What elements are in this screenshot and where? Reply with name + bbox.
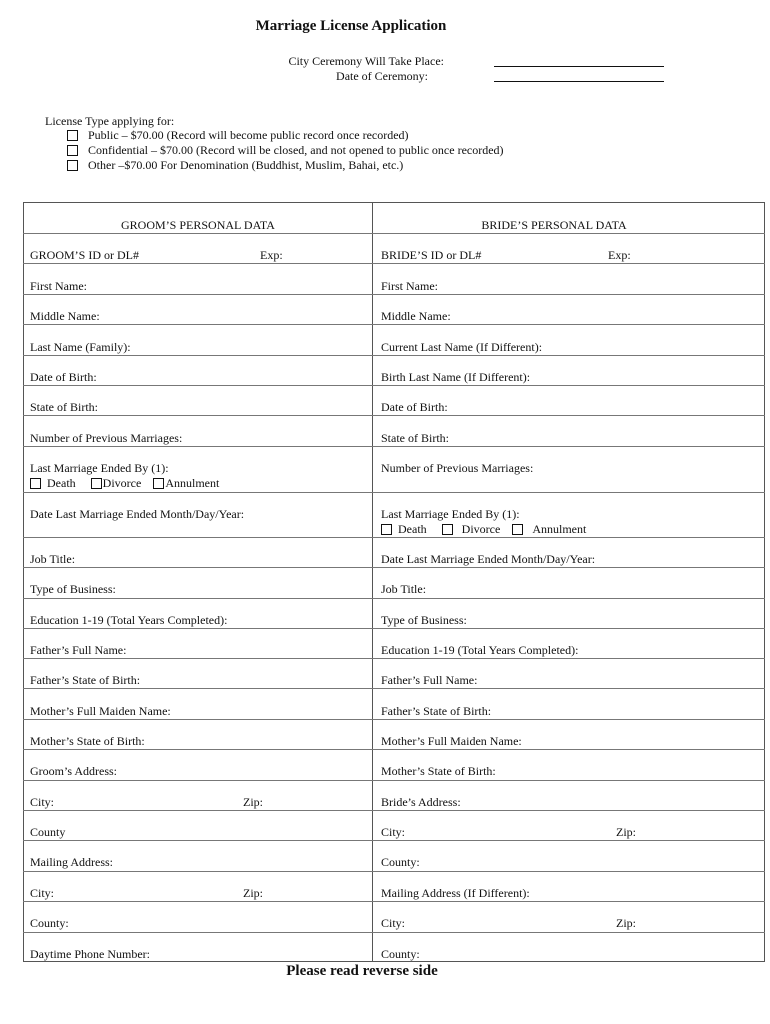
groom-father-name: Father’s Full Name: xyxy=(30,643,127,657)
ceremony-date-label: Date of Ceremony: xyxy=(336,69,428,83)
bride-mailing-city: City: xyxy=(381,916,406,930)
option-label: Annulment xyxy=(165,476,220,490)
row-divider xyxy=(23,688,765,689)
bride-middle-name: Middle Name: xyxy=(381,309,451,323)
bride-header: BRIDE’S PERSONAL DATA xyxy=(481,218,627,232)
bride-type-of-business: Type of Business: xyxy=(381,613,467,627)
groom-previous-marriages: Number of Previous Marriages: xyxy=(30,431,183,445)
bride-id-label: BRIDE’S ID or DL# xyxy=(381,248,482,262)
row-divider xyxy=(23,294,765,295)
checkbox-bride-divorce[interactable] xyxy=(442,524,453,535)
bride-county: County: xyxy=(381,855,420,869)
bride-state-of-birth: State of Birth: xyxy=(381,431,449,445)
checkbox-groom-divorce[interactable] xyxy=(91,478,102,489)
option-label: Divorce xyxy=(461,522,501,536)
license-option-label: Other –$70.00 For Denomination (Buddhist, Muslim, Bahai, etc.) xyxy=(88,158,404,172)
row-divider xyxy=(23,324,765,325)
groom-job-title: Job Title: xyxy=(30,552,76,566)
option-label: Death xyxy=(398,522,427,536)
checkbox-groom-annulment[interactable] xyxy=(153,478,164,489)
groom-state-of-birth: State of Birth: xyxy=(30,400,98,414)
groom-middle-name: Middle Name: xyxy=(30,309,100,323)
license-type-heading: License Type applying for: xyxy=(45,114,175,128)
groom-id-label: GROOM’S ID or DL# xyxy=(30,248,139,262)
groom-date-of-birth: Date of Birth: xyxy=(30,370,97,384)
row-divider xyxy=(23,749,765,750)
groom-father-state: Father’s State of Birth: xyxy=(30,673,141,687)
ceremony-city-field[interactable] xyxy=(494,66,664,67)
groom-mother-state: Mother’s State of Birth: xyxy=(30,734,145,748)
groom-header: GROOM’S PERSONAL DATA xyxy=(121,218,275,232)
row-divider xyxy=(23,780,765,781)
groom-first-name: First Name: xyxy=(30,279,87,293)
ceremony-date-field[interactable] xyxy=(494,81,664,82)
bride-city: City: xyxy=(381,825,406,839)
groom-education: Education 1-19 (Total Years Completed): xyxy=(30,613,228,627)
form-title: Marriage License Application xyxy=(255,18,447,34)
groom-last-name: Last Name (Family): xyxy=(30,340,131,354)
row-divider xyxy=(23,628,765,629)
row-divider xyxy=(23,233,765,234)
bride-date-of-birth: Date of Birth: xyxy=(381,400,448,414)
row-divider xyxy=(23,263,765,264)
groom-type-of-business: Type of Business: xyxy=(30,582,116,596)
bride-birth-last-name: Birth Last Name (If Different): xyxy=(381,370,531,384)
license-option-label: Public – $70.00 (Record will become public record once recorded) xyxy=(88,128,409,142)
license-option-public[interactable] xyxy=(67,128,409,143)
row-divider xyxy=(23,598,765,599)
bride-father-name: Father’s Full Name: xyxy=(381,673,478,687)
groom-mailing-zip-label: Zip: xyxy=(243,886,263,900)
checkbox-other[interactable] xyxy=(67,160,78,171)
bride-current-last-name: Current Last Name (If Different): xyxy=(381,340,543,354)
row-divider xyxy=(23,537,765,538)
row-divider xyxy=(23,840,765,841)
groom-ended-options xyxy=(30,476,219,491)
groom-date-last-marriage-ended: Date Last Marriage Ended Month/Day/Year: xyxy=(30,507,245,521)
bride-job-title: Job Title: xyxy=(381,582,427,596)
bride-address: Bride’s Address: xyxy=(381,795,461,809)
bride-last-marriage-ended: Last Marriage Ended By (1): xyxy=(381,507,520,521)
groom-mother-maiden-name: Mother’s Full Maiden Name: xyxy=(30,704,171,718)
checkbox-public[interactable] xyxy=(67,130,78,141)
bride-exp-label: Exp: xyxy=(608,248,631,262)
option-label: Divorce xyxy=(102,476,142,490)
bride-zip-label: Zip: xyxy=(616,825,636,839)
row-divider xyxy=(23,810,765,811)
license-option-other[interactable] xyxy=(67,158,403,173)
checkbox-confidential[interactable] xyxy=(67,145,78,156)
row-divider xyxy=(23,492,765,493)
row-divider xyxy=(23,385,765,386)
reverse-side-notice: Please read reverse side xyxy=(286,963,438,979)
checkbox-bride-death[interactable] xyxy=(381,524,392,535)
bride-first-name: First Name: xyxy=(381,279,438,293)
row-divider xyxy=(23,567,765,568)
bride-mother-state: Mother’s State of Birth: xyxy=(381,764,496,778)
bride-education: Education 1-19 (Total Years Completed): xyxy=(381,643,579,657)
groom-mailing-address: Mailing Address: xyxy=(30,855,113,869)
groom-county: County xyxy=(30,825,66,839)
bride-father-state: Father’s State of Birth: xyxy=(381,704,492,718)
bride-mother-maiden-name: Mother’s Full Maiden Name: xyxy=(381,734,522,748)
ceremony-city-label: City Ceremony Will Take Place: xyxy=(288,54,444,68)
license-option-confidential[interactable] xyxy=(67,143,504,158)
bride-previous-marriages: Number of Previous Marriages: xyxy=(381,461,534,475)
row-divider xyxy=(23,415,765,416)
row-divider xyxy=(23,932,765,933)
groom-daytime-phone: Daytime Phone Number: xyxy=(30,947,150,961)
groom-mailing-county: County: xyxy=(30,916,69,930)
option-label: Annulment xyxy=(532,522,587,536)
row-divider xyxy=(23,871,765,872)
groom-zip-label: Zip: xyxy=(243,795,263,809)
option-label: Death xyxy=(47,476,76,490)
groom-city: City: xyxy=(30,795,55,809)
groom-address: Groom’s Address: xyxy=(30,764,117,778)
checkbox-groom-death[interactable] xyxy=(30,478,41,489)
checkbox-bride-annulment[interactable] xyxy=(512,524,523,535)
groom-exp-label: Exp: xyxy=(260,248,283,262)
row-divider xyxy=(23,719,765,720)
row-divider xyxy=(23,446,765,447)
bride-mailing-zip-label: Zip: xyxy=(616,916,636,930)
row-divider xyxy=(23,355,765,356)
column-divider xyxy=(372,202,373,962)
row-divider xyxy=(23,658,765,659)
bride-mailing-address: Mailing Address (If Different): xyxy=(381,886,530,900)
bride-ended-options xyxy=(381,522,586,537)
groom-last-marriage-ended: Last Marriage Ended By (1): xyxy=(30,461,169,475)
license-option-label: Confidential – $70.00 (Record will be closed, and not opened to public once recorded) xyxy=(88,143,504,157)
bride-mailing-county: County: xyxy=(381,947,420,961)
row-divider xyxy=(23,901,765,902)
bride-date-last-marriage-ended: Date Last Marriage Ended Month/Day/Year: xyxy=(381,552,596,566)
groom-mailing-city: City: xyxy=(30,886,55,900)
